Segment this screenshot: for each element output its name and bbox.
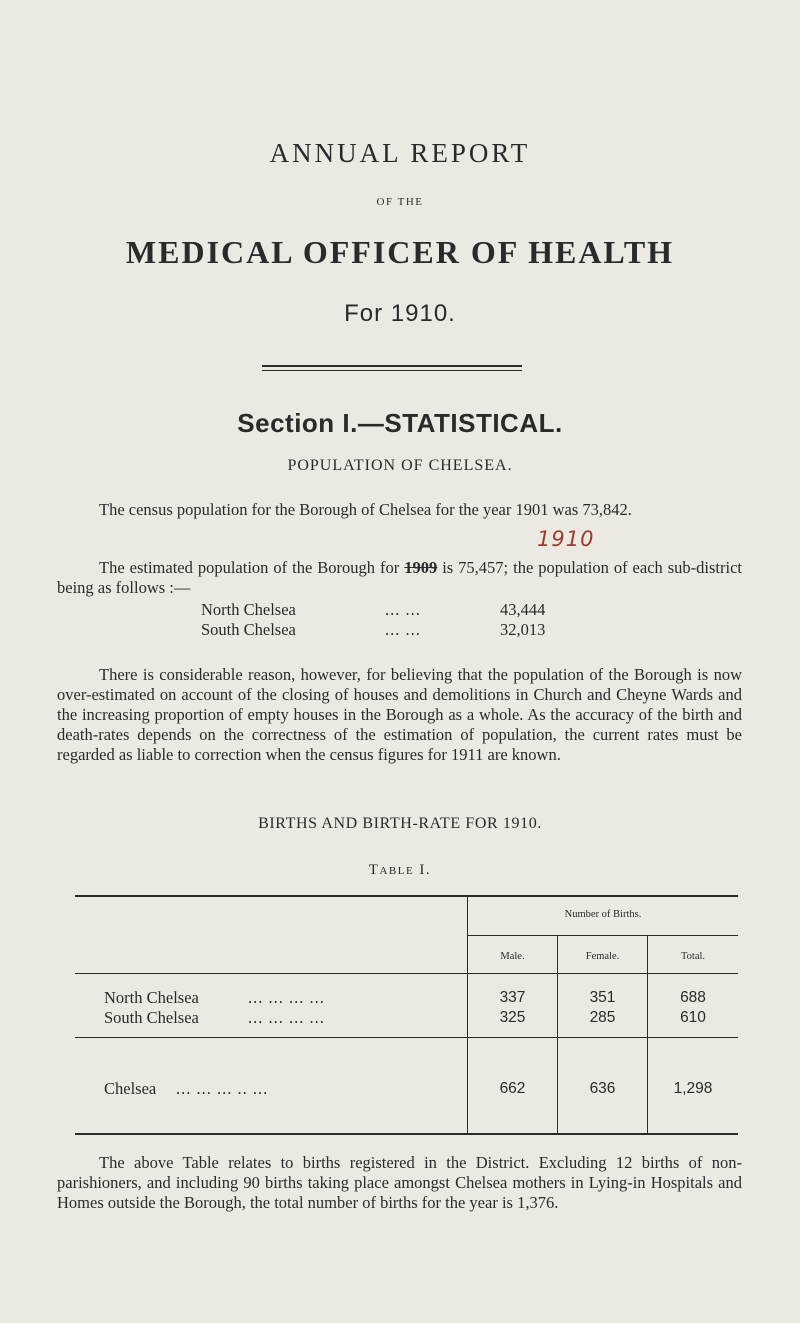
cell-female: 285 (589, 1009, 616, 1026)
column-header-male: Male. (500, 951, 525, 962)
row-dots: ... ... ... ... (248, 988, 325, 1007)
cell-female: 351 (589, 989, 616, 1006)
group-header: Number of Births. (564, 909, 642, 920)
column-header-total: Total. (680, 951, 706, 962)
struck-year: 1909 (404, 558, 438, 577)
column-header-rule (75, 973, 738, 974)
handwritten-correction: 1910 (537, 527, 595, 551)
cell-total: 610 (680, 1009, 706, 1026)
subdistrict-value: 32,013 (500, 620, 546, 639)
section-subheading: POPULATION OF CHELSEA. (287, 457, 513, 474)
estimate-text-before: The estimated population of the Borough for (99, 558, 405, 577)
of-the-label: OF THE (376, 196, 424, 208)
row-label: South Chelsea (104, 1008, 199, 1027)
report-year: For 1910. (344, 300, 456, 327)
table-heading: BIRTHS AND BIRTH-RATE FOR 1910. (258, 815, 542, 832)
subdistrict-dots: ... ... (385, 600, 421, 619)
estimate-text-after: is 75,457; the population of each sub-district being as follows :— (57, 558, 742, 597)
report-title: ANNUAL REPORT (269, 138, 531, 168)
cell-male: 337 (499, 989, 526, 1006)
title-rule-top (262, 365, 522, 367)
row-label: North Chelsea (104, 988, 199, 1007)
table-top-rule (75, 895, 738, 897)
column-header-female: Female. (585, 951, 620, 962)
total-total: 1,298 (673, 1080, 713, 1097)
section-heading: Section I.—STATISTICAL. (237, 408, 563, 438)
cell-total: 688 (680, 989, 706, 1006)
total-label: Chelsea (104, 1079, 157, 1098)
group-header-rule (468, 935, 738, 936)
table-divider-male (557, 936, 558, 1133)
total-female: 636 (589, 1080, 616, 1097)
considerable-paragraph: There is considerable reason, however, for believing that the population of the Borough is now over-estimated on account of the closing of houses and demolitions in Church and Cheyne Wards and the increasing proportion of empty houses in the Borough as a whole. As the accuracy of the birth and death-rates depends on the correctness of the estimation of population, the current rates must be regarded as liable to correction when the census figures for 1911 are known. (57, 665, 742, 764)
subdistrict-dots: ... ... (385, 620, 421, 639)
total-male: 662 (499, 1080, 526, 1097)
subdistrict-name: North Chelsea (201, 600, 296, 619)
estimate-paragraph (57, 558, 742, 598)
report-subtitle: MEDICAL OFFICER OF HEALTH (125, 234, 675, 270)
subdistrict-name: South Chelsea (201, 620, 296, 639)
cell-male: 325 (499, 1009, 526, 1026)
title-rule-bottom (262, 370, 522, 371)
total-dots: ... ... ... .. ... (176, 1079, 269, 1098)
footer-paragraph: The above Table relates to births registered in the District. Excluding 12 births of non-parishioners, and including 90 births taking place amongst Chelsea mothers in Lying-in Hospitals and Homes outside the Borough, the total number of births for the year is 1,376. (57, 1153, 742, 1212)
subdistrict-value: 43,444 (500, 600, 546, 619)
census-paragraph: The census population for the Borough of Chelsea for the year 1901 was 73,842. (99, 500, 632, 519)
table-divider-female (647, 936, 648, 1133)
table-bottom-rule (75, 1133, 738, 1135)
table-caption: Table I. (368, 862, 432, 878)
total-rule (75, 1037, 738, 1038)
row-dots: ... ... ... ... (248, 1008, 325, 1027)
